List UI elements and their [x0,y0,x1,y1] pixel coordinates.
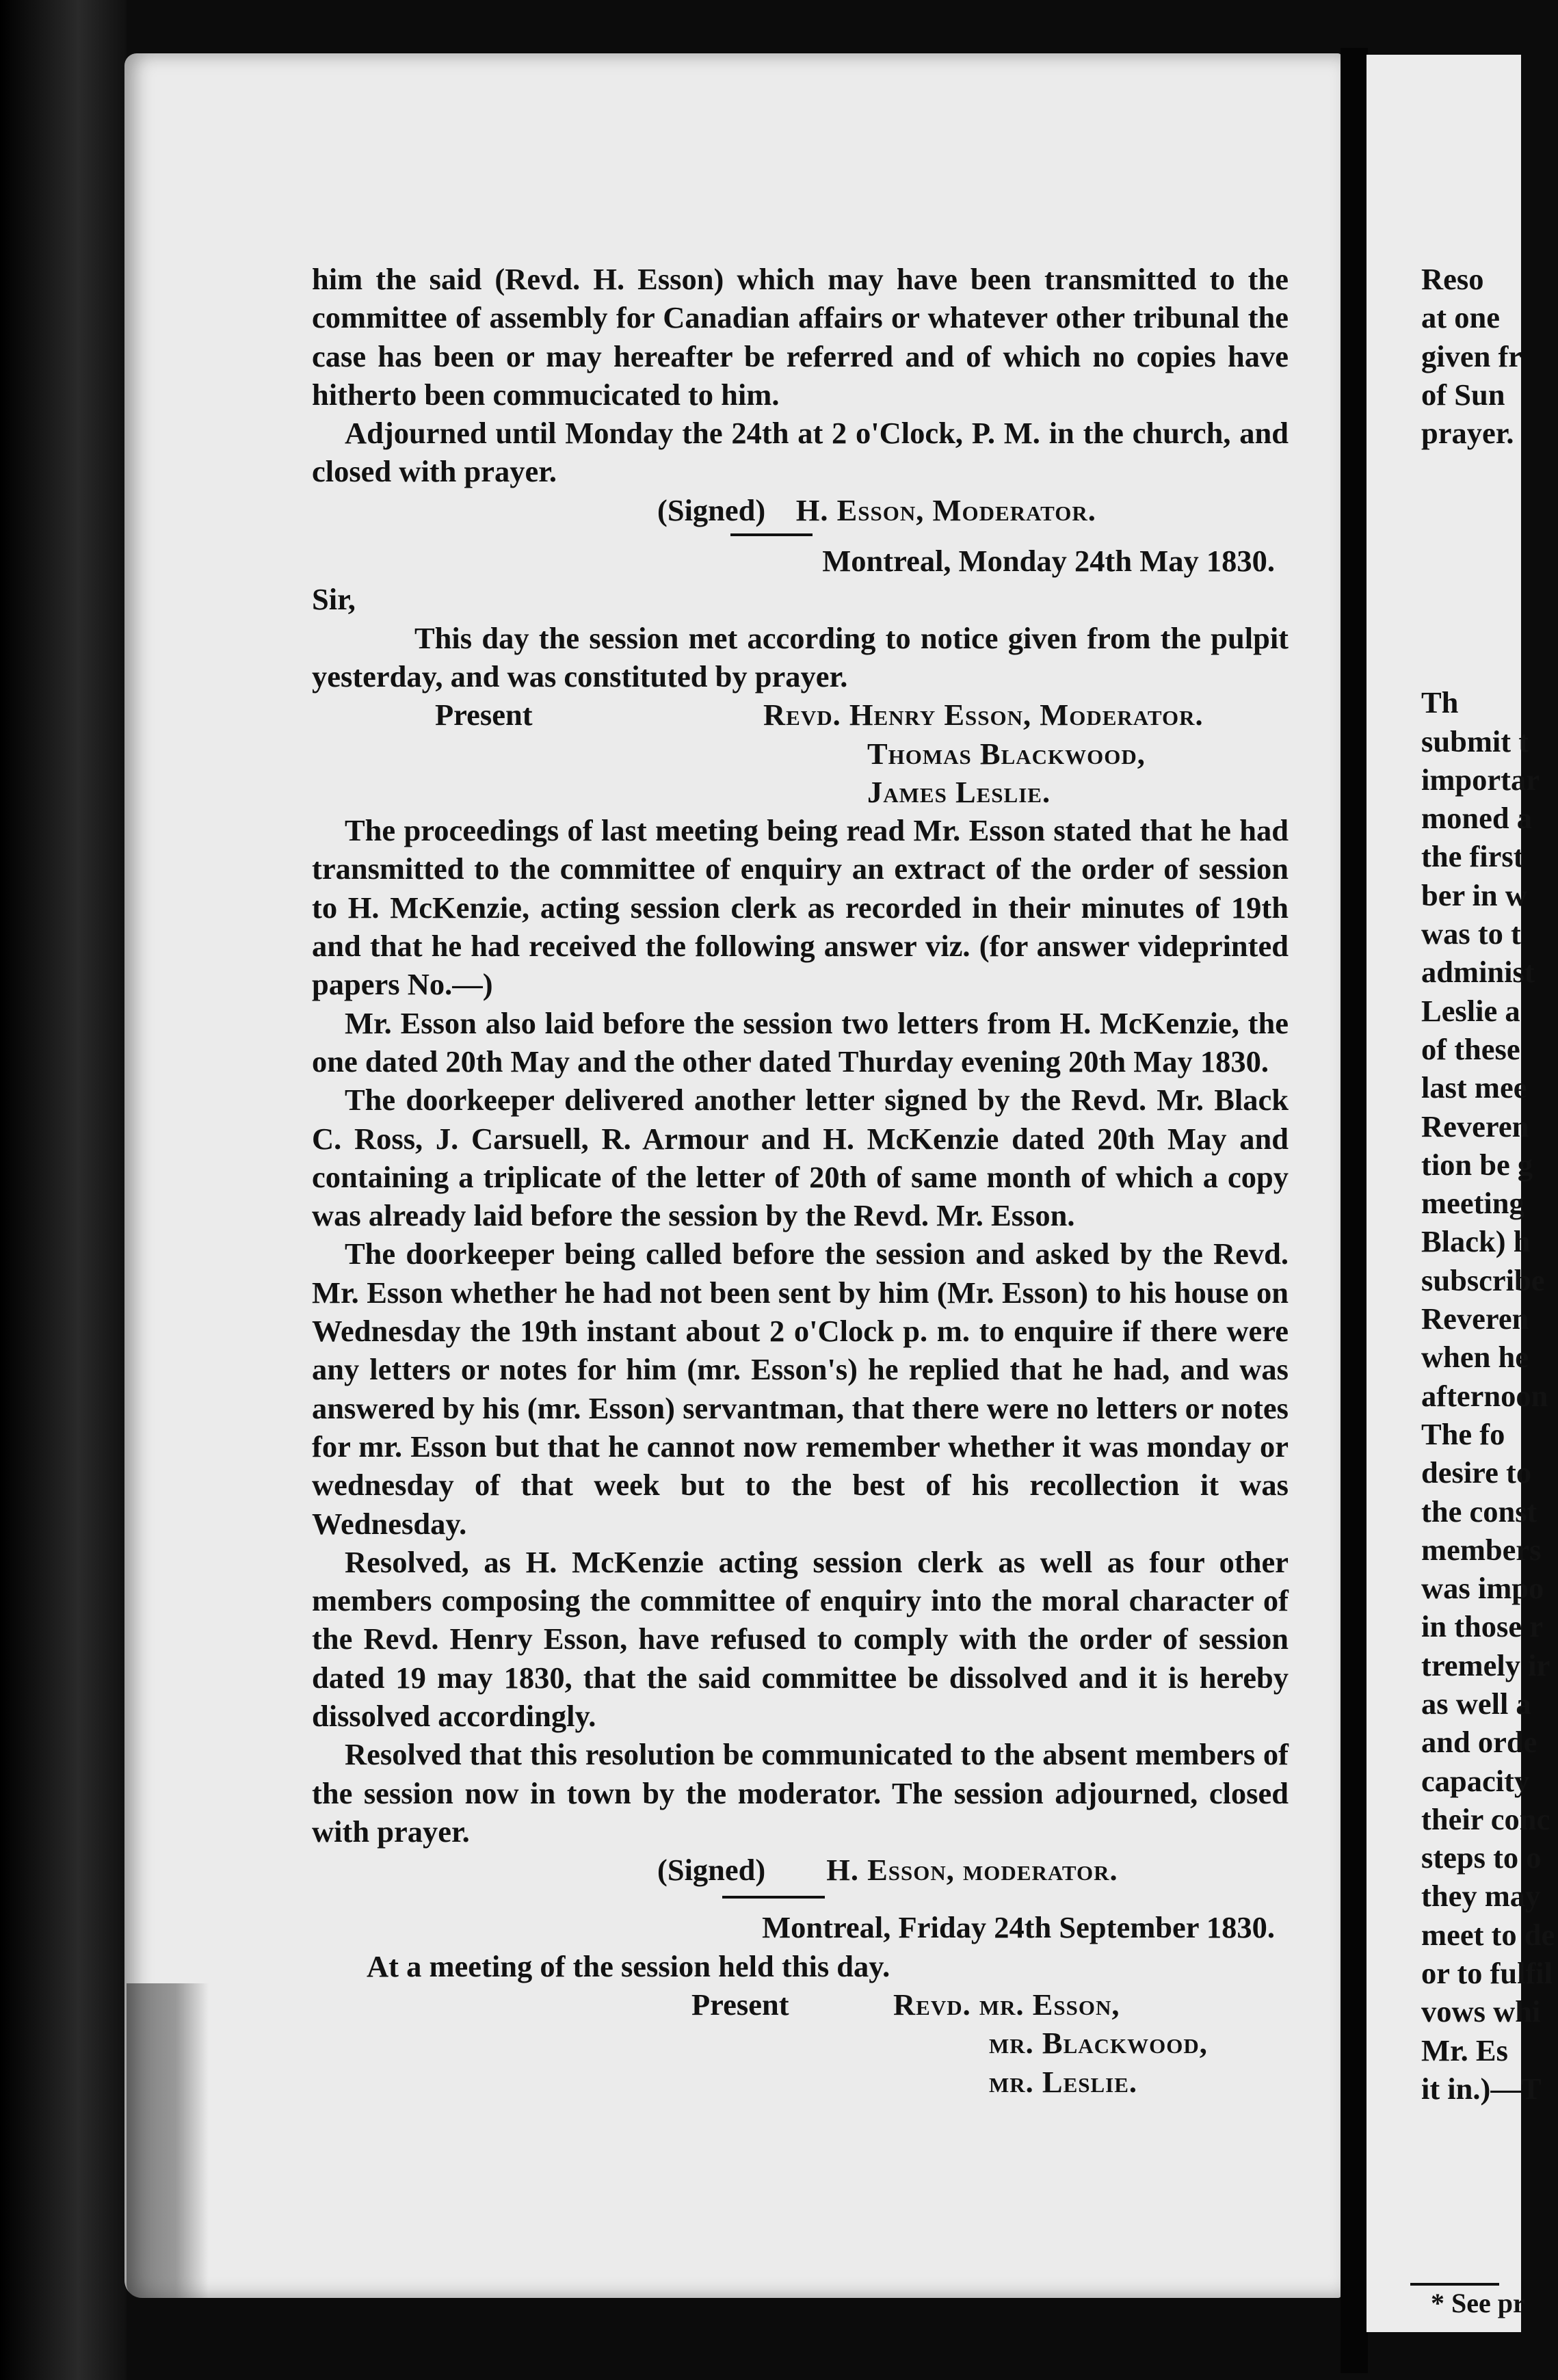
facing-page-line: the const [1421,1494,1537,1529]
facing-page-line: Th [1421,685,1459,720]
paragraph-continuation: him the said (Revd. H. Esson) which may have been transmitted to the committee of assembly for Canadian affairs or whatever other tribunal the case has been or may hereafter be referred and of which no copies have hitherto been commucicated to him. [312,262,1289,412]
present-member: Thomas Blackwood, [867,736,1146,771]
present-row [312,696,1289,734]
page-gutter [1341,48,1368,2373]
facing-page-line: importar [1421,762,1540,797]
footnote-rule [1410,2283,1499,2286]
paragraph-doorkeeper-questioned: The doorkeeper being called before the session and asked by the Revd. Mr. Esson whether he had not been sent by him (Mr. Esson) to his house on Wednesday the 19th instant about 2 o'Clock p. m. to enquire if there were any letters or notes for him (mr. Esson's) he replied that he had, and was answered by his (mr. Esson) servantman, that there were no letters or notes for mr. Esson but that he cannot now remember whether it was monday or wednesday of that week but to the best of his recollection it was Wednesday. [312,1237,1289,1541]
facing-page-line: they may [1421,1879,1541,1914]
book-spine [0,0,127,2380]
facing-page-line: submit t [1421,724,1529,758]
paragraph-resolved-communicated: Resolved that this resolution be communicated to the absent members of the session now in town by the moderator. The session adjourned, closed with prayer. [312,1737,1289,1849]
present-member: Revd. mr. Esson, [893,1987,1120,2022]
paragraph-proceedings: The proceedings of last meeting being read Mr. Esson stated that he had transmitted to the committee of enquiry an extract of the order of session to H. McKenzie, acting session clerk as recorded in their minutes of 19th and that he had received the following answer viz. (for answer videprinted papers No.—) [312,813,1289,1002]
present-row [312,1985,1289,2024]
section-divider [722,1896,825,1899]
facing-page-line: their conc [1421,1801,1550,1836]
facing-page-line: of these [1421,1031,1520,1066]
signed-label: (Signed) [657,492,766,527]
facing-page-line [1421,491,1558,529]
paragraph-adjourned: Adjourned until Monday the 24th at 2 o'Clock, P. M. in the church, and closed with prayer. [312,416,1289,489]
facing-page-line: at one [1421,300,1500,335]
signature-line-2 [312,1851,1289,1889]
facing-page-line: the first [1421,839,1524,874]
dateline-september: Montreal, Friday 24th September 1830. [762,1910,1275,1945]
dateline-may: Montreal, Monday 24th May 1830. [822,544,1275,579]
present-member: James Leslie. [867,774,1051,809]
facing-page-line: was impo [1421,1571,1544,1606]
facing-page-line: ber in w [1421,877,1527,912]
facing-page-line: moned a [1421,801,1532,836]
facing-page-line [1421,607,1558,645]
facing-page-line: of Sun [1421,377,1505,412]
facing-page-line: subscribe [1421,1262,1545,1297]
facing-page-line: or to fulfil [1421,1956,1553,1991]
facing-page-line: it in.)—T [1421,2071,1542,2106]
facing-page-line: members [1421,1532,1542,1567]
meeting-line: At a meeting of the session held this day. [367,1948,890,1983]
paragraph-letters: Mr. Esson also laid before the session two letters from H. McKenzie, the one dated 20th May and the other dated Thurday evening 20th May 1830. [312,1005,1289,1079]
facing-page-line [1421,529,1558,568]
page-edge-shadow [127,1983,209,2298]
facing-page-line: last mee [1421,1070,1527,1105]
signed-label: (Signed) [657,1853,766,1888]
present-member: mr. Leslie. [989,2064,1138,2099]
facing-page-line: Reveren [1421,1109,1529,1143]
section-divider [730,533,813,536]
paragraph-doorkeeper-letter: The doorkeeper delivered another letter signed by the Revd. Mr. Black C. Ross, J. Carsuell, R. Armour and H. McKenzie dated 20th May and containing a triplicate of the letter of 20th of same month of which a copy was already laid before the session by the Revd. Mr. Esson. [312,1083,1289,1233]
facing-page-line: when he [1421,1340,1529,1375]
facing-page-line: meeting [1421,1186,1524,1221]
facing-page-line: Mr. Es [1421,2033,1508,2067]
facing-page-line: was to t [1421,916,1521,951]
present-member: Revd. Henry Esson, Moderator. [763,698,1204,732]
facing-page-line: prayer. [1421,416,1514,451]
facing-page-line [1421,568,1558,606]
present-label: Present [435,698,533,732]
facing-page-line [1421,645,1558,683]
facing-page-line: The fo [1421,1416,1505,1451]
facing-page-line: Reveren [1421,1301,1529,1336]
facing-page-line: administ [1421,955,1535,990]
main-text-column [312,260,1289,2101]
facing-page-line: desire to [1421,1455,1532,1490]
moderator-signature: H. Esson, Moderator. [795,492,1096,527]
facing-page-line: steps to o [1421,1840,1542,1875]
signature-line-1 [312,491,1289,529]
facing-page-line: given fr [1421,339,1522,373]
facing-page-line: tremely ir [1421,1648,1550,1682]
facing-page-line: Black) h [1421,1224,1531,1259]
facing-page-line: tion be g [1421,1147,1533,1182]
facing-page-text [1421,260,1558,2108]
facing-page-line: and orde [1421,1725,1537,1760]
footnote: * See pr [1431,2288,1525,2318]
facing-page-line [1421,452,1558,490]
facing-page-line: as well a [1421,1686,1531,1721]
facing-page-line: Reso [1421,262,1484,296]
facing-page-line: afternoon [1421,1378,1548,1413]
salutation: Sir, [312,582,356,617]
present-member: mr. Blackwood, [989,2026,1208,2061]
facing-page-line: in those r [1421,1609,1543,1644]
present-label: Present [691,1987,789,2022]
facing-page-line: meet to de [1421,1917,1555,1952]
paragraph-session-met: This day the session met according to notice given from the pulpit yesterday, and was constituted by prayer. [312,620,1289,693]
facing-page-line: vows whi [1421,1994,1541,2029]
facing-page-line: capacity [1421,1763,1530,1798]
paragraph-resolved-dissolved: Resolved, as H. McKenzie acting session clerk as well as four other members composing the committee of enquiry into the moral character of the Revd. Henry Esson, have refused to comply with the order of session dated 19 may 1830, that the said committee be dissolved and it is hereby dissolved accordingly. [312,1544,1289,1733]
facing-page-line: Leslie a [1421,993,1520,1028]
moderator-signature: H. Esson, moderator. [826,1853,1118,1888]
